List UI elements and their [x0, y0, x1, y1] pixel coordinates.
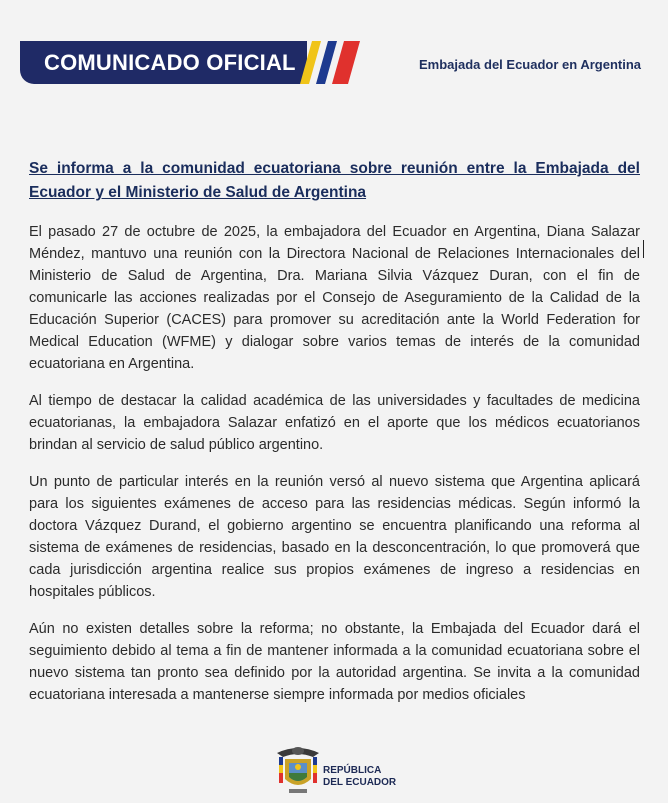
- flag-stripes-icon: [300, 41, 364, 84]
- paragraph: Al tiempo de destacar la calidad académica de las universidades y facultades de medicina ecuatorianas, la embajadora Salazar enfatizó en el aporte que los médicos ecuatorianos brindan al servicio de salud público argentino.: [29, 393, 640, 453]
- coat-of-arms-icon: [273, 743, 323, 799]
- article-body: [29, 221, 640, 721]
- republic-wordmark: REPÚBLICA DEL ECUADOR: [323, 765, 397, 788]
- page-title: Se informa a la comunidad ecuatoriana sobre reunión entre la Embajada del Ecuador y el Ministerio de Salud de Argentina: [29, 160, 640, 201]
- paragraph: El pasado 27 de octubre de 2025, la embajadora del Ecuador en Argentina, Diana Salazar Méndez, mantuvo una reunión con la Directora Nacional de Relaciones Internacionales del Ministerio de Salud de Argentina, Dra. Mariana Silvia Vázquez Duran, con el fin de comunicarle las acciones realizadas por el Consejo de Aseguramiento de la Calidad de la Educación Superior (CACES) para promover su acreditación ante la World Federation for Medical Education (WFME) y dialogar sobre varios temas de interés de la comunidad ecuatoriana en Argentina.: [29, 224, 640, 372]
- embassy-name: Embajada del Ecuador en Argentina: [418, 57, 641, 72]
- paragraph: Aún no existen detalles sobre la reforma; no obstante, la Embajada del Ecuador dará el seguimiento debido al tema a fin de mantener informada a la comunidad ecuatoriana sobre el nuevo sistema tan pronto sea definido por la autoridad argentina. Se invita a la comunidad ecuatoriana interesada a mantenerse siempre informada por medios oficiales: [29, 621, 640, 703]
- paragraph: Un punto de particular interés en la reunión versó al nuevo sistema que Argentina aplicará para los siguientes exámenes de acceso para las residencias médicas. Según informó la doctora Vázquez Durand, el gobierno argentino se encuentra planificando una reforma al sistema de exámenes de residencias, basado en la desconcentración, lo que promoverá que cada jurisdicción argentina realice sus propios exámenes de ingreso a residencias en hospitales públicos.: [29, 474, 640, 600]
- text-cursor: [643, 240, 644, 258]
- banner-label: COMUNICADO OFICIAL: [44, 50, 296, 75]
